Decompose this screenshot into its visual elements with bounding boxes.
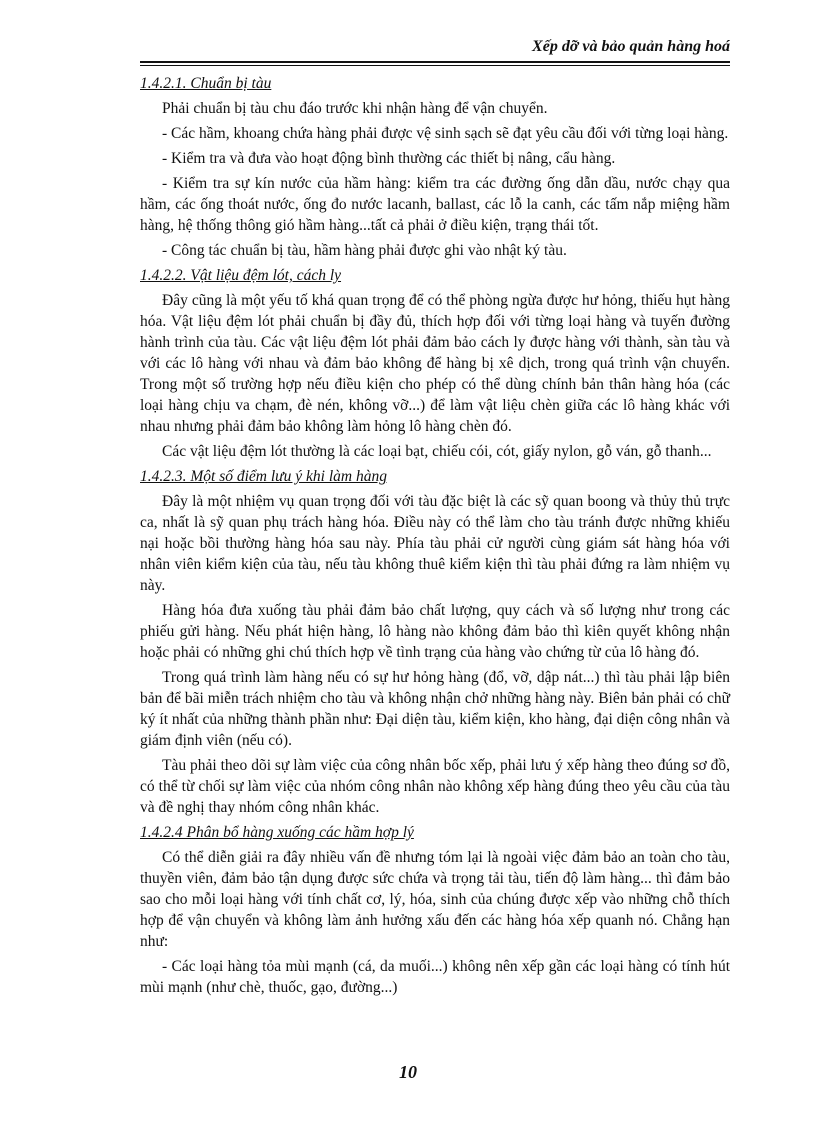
page-body	[140, 73, 730, 1002]
section-4	[140, 822, 730, 998]
paragraph: Đây cũng là một yếu tố khá quan trọng để có thể phòng ngừa được hư hỏng, thiếu hụt hàng hóa. Vật liệu đệm lót phải chuẩn bị đầy đủ, thích hợp đối với từng loại hàng và tuyến đường hành trình của tàu. Các vật liệu đệm lót phải đảm bảo cách ly được hàng với thành, sàn tàu và với các lô hàng với nhau và đảm bảo không để hàng bị xê dịch, trong quá trình vận chuyển. Trong một số trường hợp nếu điều kiện cho phép có thể dùng chính bản thân hàng hóa (các loại hàng chịu va chạm, đè nén, không vỡ...) để làm vật liệu chèn giữa các lô hàng khác với nhau nhưng phải đảm bảo không làm hỏng lô hàng chèn đó.	[140, 292, 730, 435]
paragraph: Đây là một nhiệm vụ quan trọng đối với tàu đặc biệt là các sỹ quan boong và thủy thủ trực ca, nhất là sỹ quan phụ trách hàng hóa. Điều này có thể làm cho tàu tránh được những khiếu nại hoặc bồi thường hàng hóa sau này. Phía tàu phải cử người cùng giám sát hàng hóa với nhân viên kiểm kiện của tàu, nếu tàu không thuê kiểm kiện thì tàu phải đứng ra làm nhiệm vụ này.	[140, 493, 730, 594]
paragraph: Phải chuẩn bị tàu chu đáo trước khi nhận hàng để vận chuyển.	[162, 100, 548, 117]
header-title: Xếp dỡ và bảo quản hàng hoá	[532, 38, 730, 55]
section-1	[140, 73, 730, 261]
paragraph: - Các loại hàng tỏa mùi mạnh (cá, da muối...) không nên xếp gần các loại hàng có tính hút mùi mạnh (như chè, thuốc, gạo, đường...)	[140, 958, 730, 996]
paragraph: Có thể diễn giải ra đây nhiều vấn đề nhưng tóm lại là ngoài việc đảm bảo an toàn cho tàu, thuyền viên, đảm bảo tận dụng được sức chứa và trọng tải tàu, tiến độ làm hàng... thì đảm bảo sao cho mỗi loại hàng với tính chất cơ, lý, hóa, sinh của chúng được xếp vào những chỗ thích hợp để vận chuyển và không làm ảnh hưởng xấu đến các hàng hóa xếp quanh nó. Chẳng hạn như:	[140, 849, 730, 950]
paragraph: - Kiểm tra và đưa vào hoạt động bình thường các thiết bị nâng, cẩu hàng.	[162, 150, 616, 167]
section-heading: 1.4.2.4 Phân bổ hàng xuống các hầm hợp lý	[140, 824, 414, 841]
paragraph: - Kiểm tra sự kín nước của hầm hàng: kiểm tra các đường ống dẫn dầu, nước chạy qua hầm, các ống thoát nước, ống đo nước lacanh, ballast, các lỗ la canh, các tấm nắp miệng hầm hàng, hệ thống thông gió hầm hàng...tất cả phải ở điều kiện, trạng thái tốt.	[140, 175, 730, 234]
paragraph: Các vật liệu đệm lót thường là các loại bạt, chiếu cói, cót, giấy nylon, gỗ ván, gỗ thanh...	[162, 443, 712, 460]
section-heading: 1.4.2.2. Vật liệu đệm lót, cách ly	[140, 267, 342, 284]
paragraph: - Công tác chuẩn bị tàu, hầm hàng phải được ghi vào nhật ký tàu.	[162, 242, 567, 259]
paragraph: Hàng hóa đưa xuống tàu phải đảm bảo chất lượng, quy cách và số lượng như trong các phiếu gửi hàng. Nếu phát hiện hàng, lô hàng nào không đảm bảo thì kiên quyết không nhận hoặc phải có những ghi chú thích hợp về tình trạng của hàng vào chứng từ của lô hàng đó.	[140, 602, 730, 661]
section-heading: 1.4.2.3. Một số điểm lưu ý khi làm hàng	[140, 468, 387, 485]
section-3	[140, 466, 730, 818]
section-2	[140, 265, 730, 462]
page-number: 10	[399, 1062, 417, 1082]
section-heading: 1.4.2.1. Chuẩn bị tàu	[140, 75, 272, 92]
paragraph: - Các hầm, khoang chứa hàng phải được vệ sinh sạch sẽ đạt yêu cầu đối với từng loại hàng.	[162, 125, 729, 142]
paragraph: Tàu phải theo dõi sự làm việc của công nhân bốc xếp, phải lưu ý xếp hàng theo đúng sơ đồ, có thể từ chối sự làm việc của nhóm công nhân nào không xếp hàng đúng theo yêu cầu của tàu và đề nghị thay nhóm công nhân khác.	[140, 757, 730, 816]
header-rule-thin	[140, 65, 730, 66]
paragraph: Trong quá trình làm hàng nếu có sự hư hỏng hàng (đổ, vỡ, dập nát...) thì tàu phải lập biên bản để bãi miễn trách nhiệm cho tàu và không nhận chở những hàng này. Biên bản phải có chữ ký ít nhất của những thành phần như: Đại diện tàu, kiểm kiện, kho hàng, đại diện công nhân và giám định viên (nếu có).	[140, 669, 730, 749]
header-rule	[140, 61, 730, 63]
